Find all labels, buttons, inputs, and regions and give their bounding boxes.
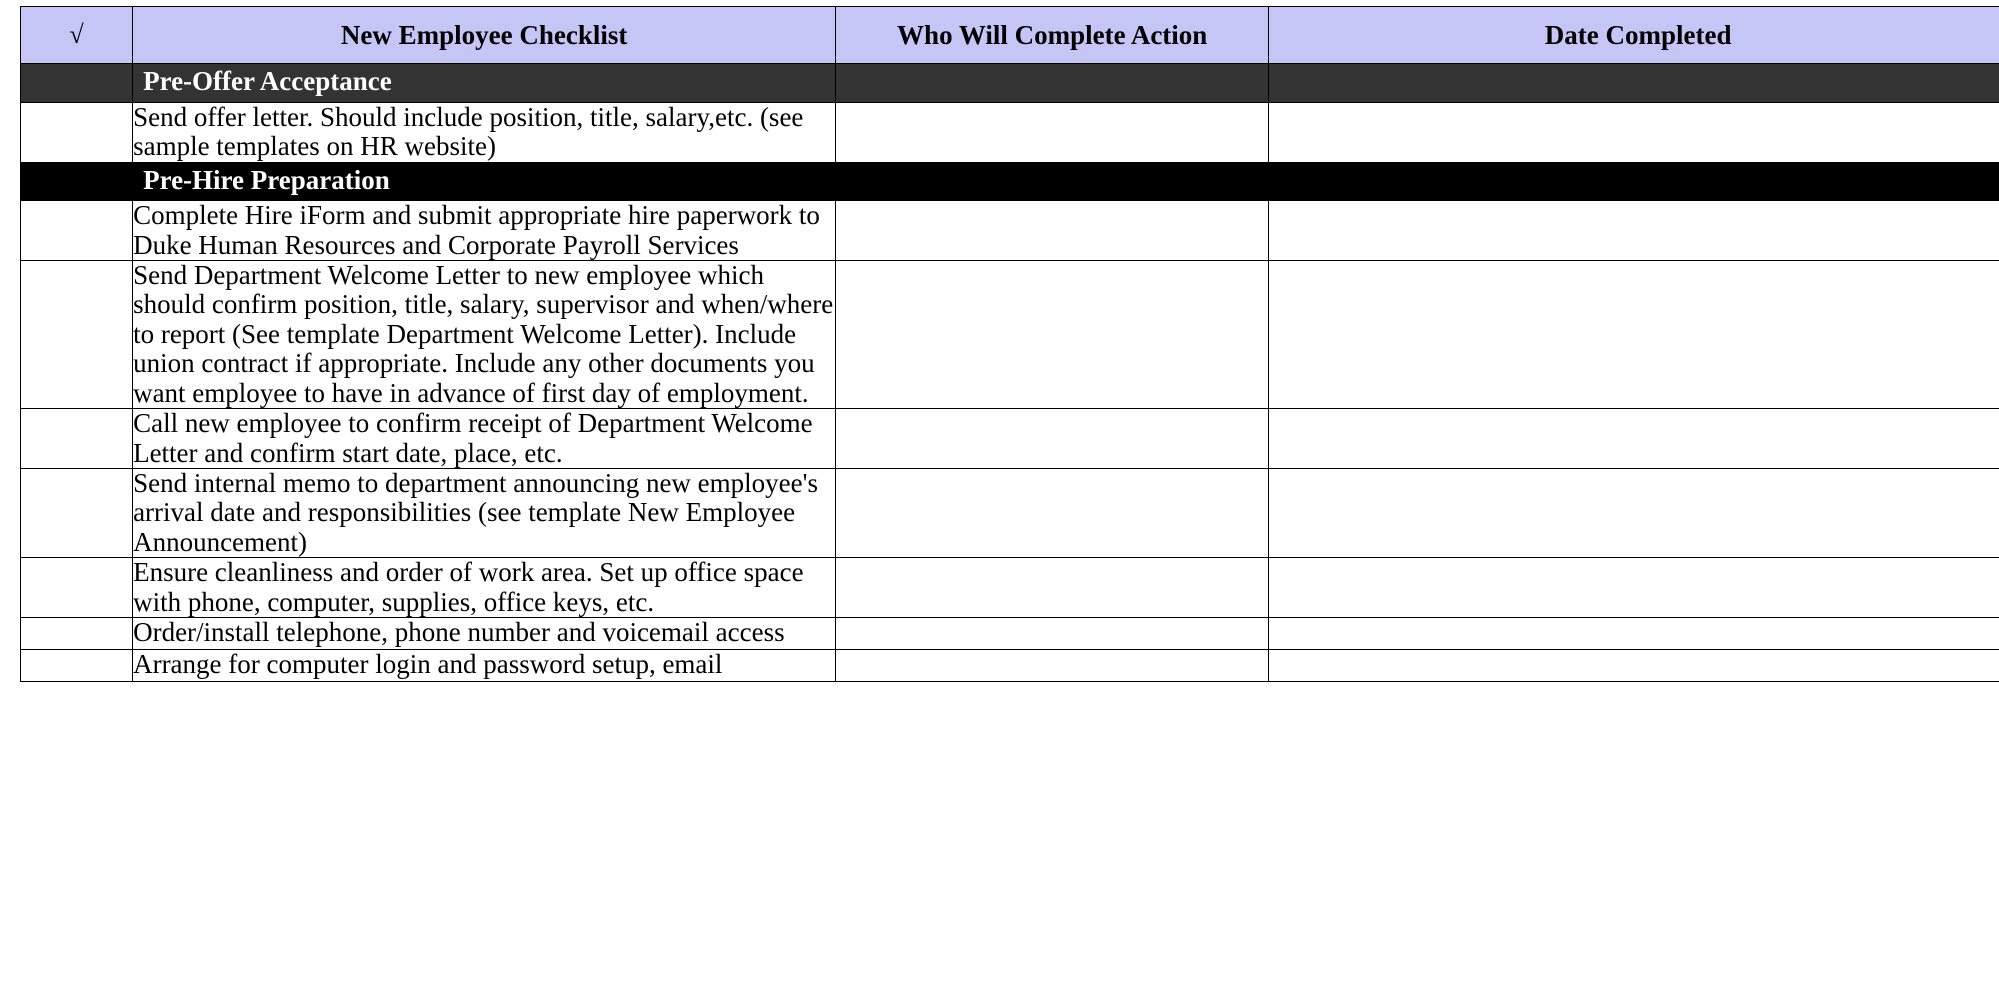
- checkbox-cell[interactable]: [21, 618, 133, 650]
- checkbox-cell[interactable]: [21, 102, 133, 162]
- table-row: [21, 201, 1999, 261]
- section-check-cell: [21, 64, 133, 103]
- new-employee-checklist-table: [20, 6, 1999, 682]
- header-row: [21, 7, 1999, 64]
- section-label: Pre-Hire Preparation: [133, 162, 836, 201]
- section-who-cell: [836, 162, 1269, 201]
- checkbox-cell[interactable]: [21, 469, 133, 558]
- section-row: [21, 162, 1999, 201]
- checkbox-cell[interactable]: [21, 558, 133, 618]
- task-cell: Send Department Welcome Letter to new employee which should confirm position, title, salary, supervisor and when/where to report (See template Department Welcome Letter). Include union contract if appropriate. Include any other documents you want employee to have in advance of first day of employment.: [133, 261, 836, 409]
- column-header-checkmark: √: [21, 7, 133, 64]
- who-cell[interactable]: [836, 409, 1269, 469]
- section-date-cell: [1269, 64, 1999, 103]
- checkbox-cell[interactable]: [21, 409, 133, 469]
- task-cell: Arrange for computer login and password setup, email: [133, 650, 836, 682]
- table-row: [21, 558, 1999, 618]
- column-header-who: Who Will Complete Action: [836, 7, 1269, 64]
- task-cell: Complete Hire iForm and submit appropriate hire paperwork to Duke Human Resources and Corporate Payroll Services: [133, 201, 836, 261]
- date-cell[interactable]: [1269, 469, 1999, 558]
- date-cell[interactable]: [1269, 201, 1999, 261]
- who-cell[interactable]: [836, 102, 1269, 162]
- who-cell[interactable]: [836, 618, 1269, 650]
- who-cell[interactable]: [836, 650, 1269, 682]
- checkbox-cell[interactable]: [21, 261, 133, 409]
- section-row: [21, 64, 1999, 103]
- section-date-cell: [1269, 162, 1999, 201]
- checkbox-cell[interactable]: [21, 650, 133, 682]
- table-row: [21, 102, 1999, 162]
- table-row: [21, 469, 1999, 558]
- document-sheet: [0, 6, 1999, 682]
- column-header-task: New Employee Checklist: [133, 7, 836, 64]
- column-header-date: Date Completed: [1269, 7, 1999, 64]
- task-cell: Send internal memo to department announcing new employee's arrival date and responsibilities (see template New Employee Announcement): [133, 469, 836, 558]
- who-cell[interactable]: [836, 558, 1269, 618]
- date-cell[interactable]: [1269, 618, 1999, 650]
- who-cell[interactable]: [836, 201, 1269, 261]
- section-label: Pre-Offer Acceptance: [133, 64, 836, 103]
- table-row: [21, 650, 1999, 682]
- table-row: [21, 409, 1999, 469]
- checkbox-cell[interactable]: [21, 201, 133, 261]
- date-cell[interactable]: [1269, 102, 1999, 162]
- who-cell[interactable]: [836, 261, 1269, 409]
- who-cell[interactable]: [836, 469, 1269, 558]
- date-cell[interactable]: [1269, 650, 1999, 682]
- date-cell[interactable]: [1269, 558, 1999, 618]
- table-row: [21, 261, 1999, 409]
- task-cell: Call new employee to confirm receipt of Department Welcome Letter and confirm start date, place, etc.: [133, 409, 836, 469]
- section-who-cell: [836, 64, 1269, 103]
- date-cell[interactable]: [1269, 409, 1999, 469]
- task-cell: Order/install telephone, phone number and voicemail access: [133, 618, 836, 650]
- table-row: [21, 618, 1999, 650]
- section-check-cell: [21, 162, 133, 201]
- date-cell[interactable]: [1269, 261, 1999, 409]
- table-header: [21, 7, 1999, 64]
- task-cell: Ensure cleanliness and order of work area. Set up office space with phone, computer, supplies, office keys, etc.: [133, 558, 836, 618]
- table-body: [21, 64, 1999, 682]
- task-cell: Send offer letter. Should include position, title, salary,etc. (see sample templates on HR website): [133, 102, 836, 162]
